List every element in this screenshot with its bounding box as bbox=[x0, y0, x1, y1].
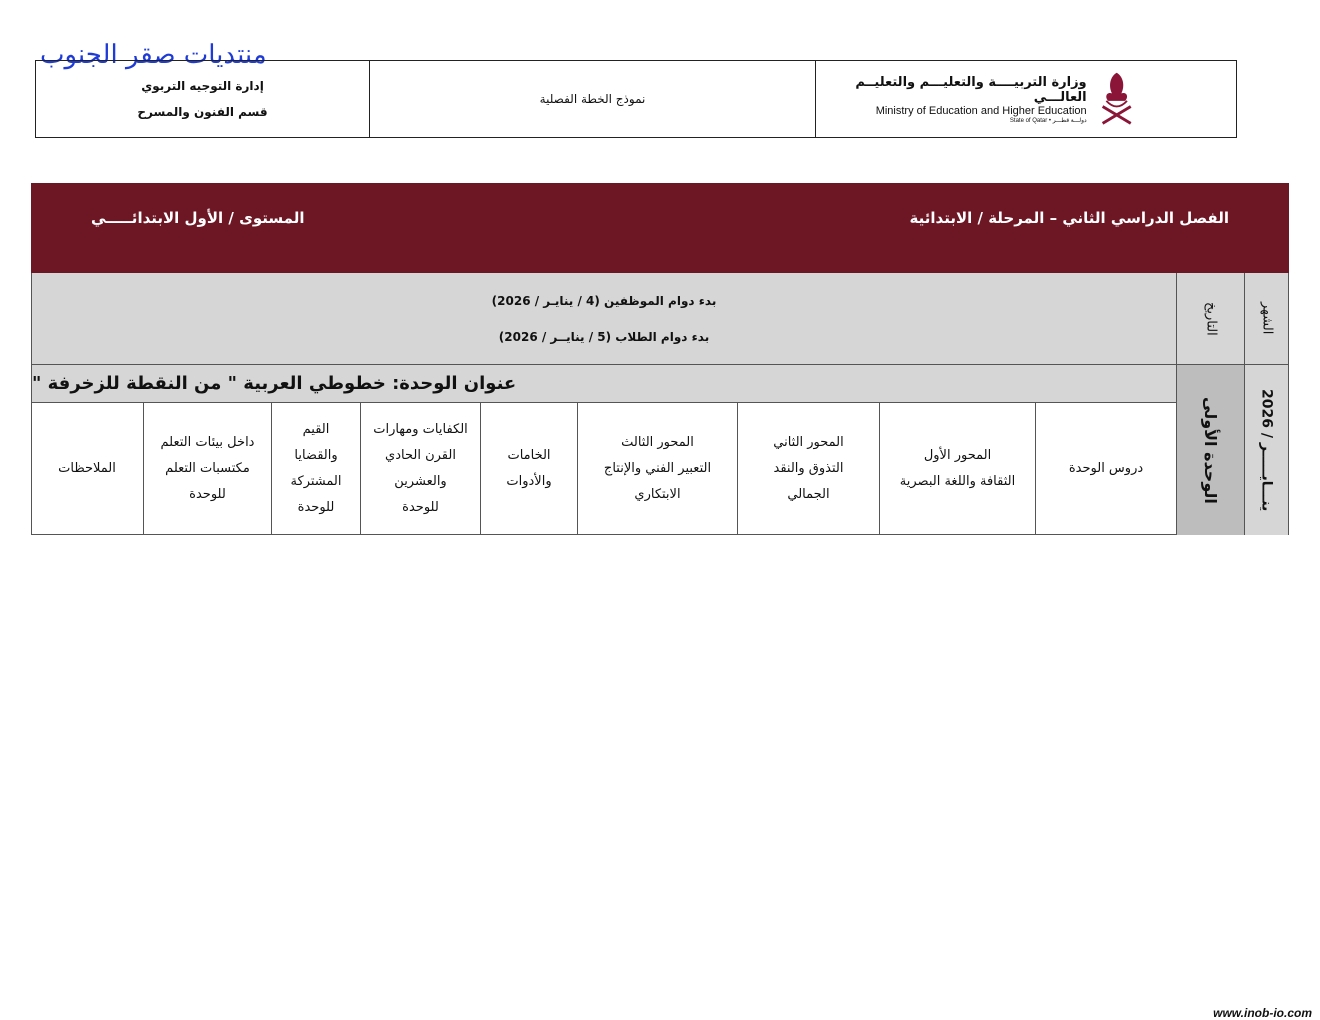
column-lessons: دروس الوحدة bbox=[1035, 402, 1176, 535]
column-axis-3: المحور الثالث التعبير الفني والإنتاج الابتكاري bbox=[577, 402, 737, 535]
level-label: المستوى / الأول الابتدائـــــي bbox=[91, 209, 305, 227]
unit-title: عنوان الوحدة: خطوطي العربية " من النقطة للزخرفة " bbox=[31, 364, 1176, 402]
month-header: الشهر bbox=[1244, 273, 1288, 364]
unit-label: الوحدة الأولى bbox=[1176, 364, 1244, 535]
watermark-text: منتديات صقر الجنوب bbox=[40, 40, 267, 70]
student-start: بدء دوام الطلاب (5 / ينايــر / 2026) bbox=[498, 329, 710, 344]
ministry-ar: وزارة التربيــــة والتعليـــم والتعليــم العالـــي bbox=[855, 74, 1087, 105]
state-label: State of Qatar • دولـــة قطـــر bbox=[1009, 117, 1087, 124]
date-header: التاريخ bbox=[1176, 273, 1244, 364]
dept-line1: إدارة التوجيه التربوي bbox=[141, 79, 264, 93]
plan-banner bbox=[31, 183, 1289, 273]
form-title: نموذج الخطة الفصلية bbox=[539, 92, 646, 106]
column-learning-env: داخل بيئات التعلم مكتسبات التعلم للوحدة bbox=[143, 402, 271, 535]
department-cell bbox=[36, 61, 369, 137]
start-dates bbox=[31, 273, 1176, 364]
column-axis-1: المحور الأول الثقافة واللغة البصرية bbox=[879, 402, 1035, 535]
ministry-cell bbox=[815, 61, 1236, 137]
column-materials: الخامات والأدوات bbox=[480, 402, 577, 535]
column-axis-2: المحور الثاني التذوق والنقد الجمالي bbox=[737, 402, 879, 535]
footer-url: www.inob-io.com bbox=[1213, 1006, 1312, 1020]
dept-line2: قسم الفنون والمسرح bbox=[137, 105, 268, 119]
month-value: ينـــايـــــر / 2026 bbox=[1244, 364, 1288, 535]
staff-start: بدء دوام الموظفين (4 / ينايـر / 2026) bbox=[491, 293, 717, 308]
column-values: القيم والقضايا المشتركة للوحدة bbox=[271, 402, 360, 535]
column-competencies: الكفايات ومهارات القرن الحادي والعشرين للوحدة bbox=[360, 402, 480, 535]
form-title-cell bbox=[369, 61, 815, 137]
semester-label: الفصل الدراسي الثاني – المرحلة / الابتدائية bbox=[909, 209, 1229, 227]
ministry-en: Ministry of Education and Higher Education bbox=[875, 104, 1087, 117]
ministry-name bbox=[816, 75, 1087, 124]
qatar-emblem-icon bbox=[1097, 67, 1136, 131]
header-table bbox=[35, 60, 1237, 138]
plan-table bbox=[31, 273, 1289, 535]
column-notes: الملاحظات bbox=[31, 402, 143, 535]
